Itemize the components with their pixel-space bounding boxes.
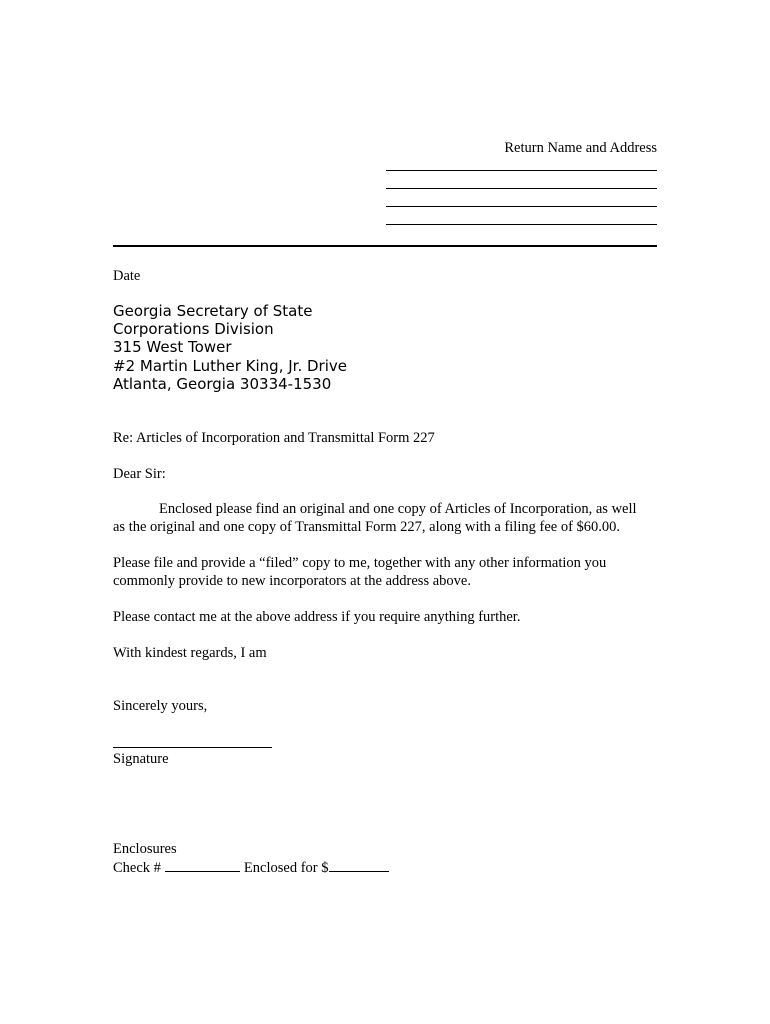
check-line (113, 858, 389, 877)
body-p2-line-2: commonly provide to new incorporators at the address above. (113, 573, 471, 589)
body-p1-line-1: Enclosed please find an original and one copy of Articles of Incorporation, as well (159, 501, 637, 517)
return-address-line-3[interactable] (386, 206, 657, 207)
return-address-line-4[interactable] (386, 224, 657, 225)
closing: Sincerely yours, (113, 698, 208, 714)
recipient-line-1: Georgia Secretary of State (113, 302, 313, 320)
return-address-label: Return Name and Address (504, 140, 657, 156)
body-paragraph-2 (113, 554, 657, 590)
recipient-address (113, 302, 347, 393)
recipient-line-2: Corporations Division (113, 320, 274, 339)
enclosures-label: Enclosures (113, 841, 177, 857)
header-divider (113, 245, 657, 247)
recipient-line-3: 315 West Tower (113, 338, 232, 357)
signature-line[interactable] (113, 747, 272, 748)
enclosed-amount-field[interactable] (329, 858, 389, 872)
signature-label: Signature (113, 751, 169, 767)
return-address-line-1[interactable] (386, 170, 657, 171)
recipient-line-5: Atlanta, Georgia 30334-1530 (113, 374, 332, 393)
salutation: Dear Sir: (113, 466, 166, 482)
body-paragraph-1 (113, 500, 657, 536)
check-label: Check # (113, 860, 161, 876)
subject-line: Re: Articles of Incorporation and Transmittal Form 227 (113, 430, 435, 446)
body-paragraph-3: Please contact me at the above address if you require anything further. (113, 609, 521, 625)
body-p2-line-1: Please file and provide a “filed” copy to me, together with any other information you (113, 555, 607, 571)
recipient-line-4: #2 Martin Luther King, Jr. Drive (113, 356, 347, 375)
enclosed-for-label: Enclosed for $ (243, 860, 329, 876)
check-number-field[interactable] (165, 858, 240, 872)
return-address-line-2[interactable] (386, 188, 657, 189)
body-paragraph-4: With kindest regards, I am (113, 645, 267, 661)
date-label: Date (113, 268, 141, 284)
body-p1-line-2: as the original and one copy of Transmittal Form 227, along with a filing fee of $60.00. (113, 519, 621, 535)
